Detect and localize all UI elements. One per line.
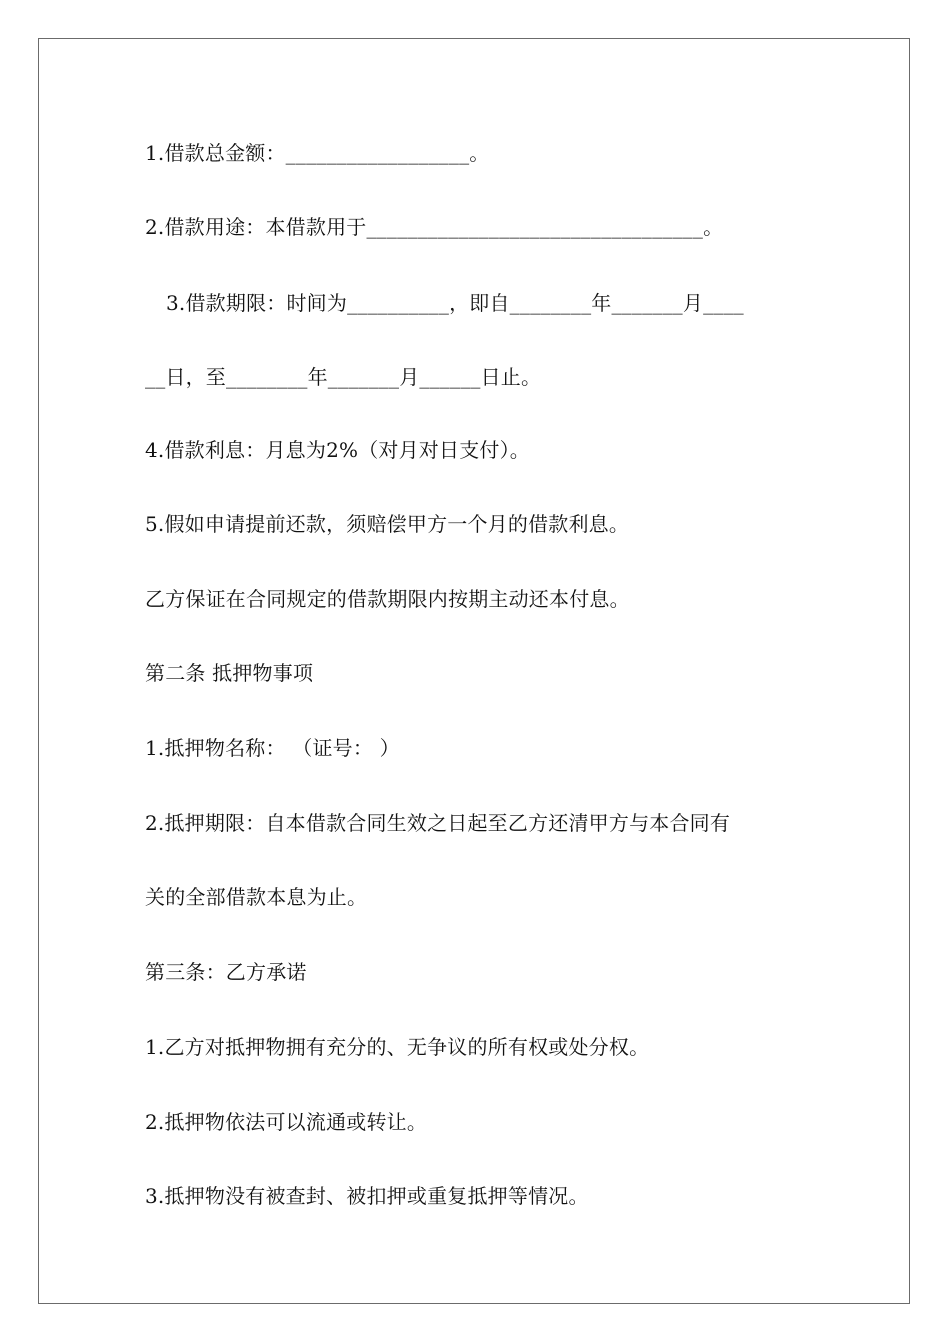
loan-term-continued-line: __日，至________年_______月______日止。	[145, 365, 542, 389]
commitment-transferable-line: 2.抵押物依法可以流通或转让。	[145, 1110, 428, 1134]
section-three-heading: 第三条：乙方承诺	[145, 960, 307, 984]
collateral-term-continued-line: 关的全部借款本息为止。	[145, 885, 368, 909]
loan-purpose-line: 2.借款用途：本借款用于_________________________________。	[145, 215, 724, 239]
repayment-guarantee-line: 乙方保证在合同规定的借款期限内按期主动还本付息。	[145, 587, 630, 611]
loan-interest-line: 4.借款利息：月息为2%（对月对日支付）。	[145, 438, 531, 462]
section-two-heading: 第二条 抵押物事项	[145, 661, 314, 685]
collateral-term-line: 2.抵押期限：自本借款合同生效之日起至乙方还清甲方与本合同有	[145, 811, 731, 835]
collateral-name-line: 1.抵押物名称： （证号： ）	[145, 736, 400, 760]
early-repayment-line: 5.假如申请提前还款，须赔偿甲方一个月的借款利息。	[145, 512, 630, 536]
commitment-no-encumbrance-line: 3.抵押物没有被查封、被扣押或重复抵押等情况。	[145, 1184, 589, 1208]
commitment-ownership-line: 1.乙方对抵押物拥有充分的、无争议的所有权或处分权。	[145, 1035, 650, 1059]
loan-amount-line: 1.借款总金额：__________________。	[145, 141, 490, 165]
loan-term-line: 3.借款期限：时间为__________，即自________年_______月____	[166, 291, 744, 315]
